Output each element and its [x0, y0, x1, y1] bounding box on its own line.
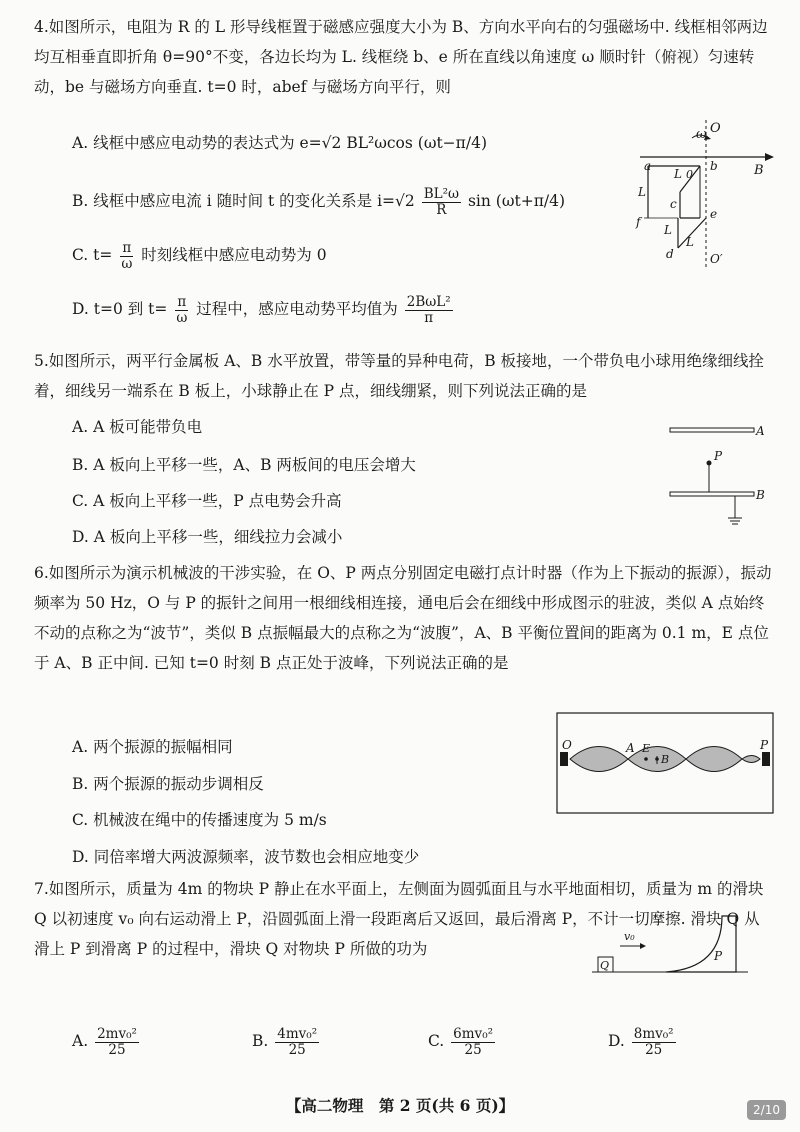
- q7-option-a: A. $\frac{\text{2mv₀²}}{25}$: [72, 1026, 137, 1058]
- q4-fig-f: f: [636, 215, 641, 229]
- q4-option-a-formula: (ωt−π/4): [417, 134, 487, 152]
- q4-option-c: C. t= $\frac{\pi}{\omega}$ 时刻线框中感应电动势为 0: [72, 240, 327, 272]
- q5-fig-p: P: [714, 449, 723, 463]
- q6-fig-e: E: [642, 742, 651, 755]
- q6-option-c: C. 机械波在绳中的传播速度为 5 m/s: [72, 811, 327, 829]
- page-indicator-badge: 2/10: [747, 1100, 786, 1120]
- q5-option-c: C. A 板向上平移一些，P 点电势会升高: [72, 492, 342, 510]
- q4-fig-c: c: [670, 197, 677, 211]
- q7-fig-p: P: [714, 949, 723, 963]
- q4-fig-field-b: B: [754, 163, 764, 178]
- q4-option-b-fraction: $\frac{\text{BL²ω}}{R}$: [423, 186, 460, 218]
- q7-option-b: B. $\frac{\text{4mv₀²}}{25}$: [252, 1026, 318, 1058]
- q4-fig-o-prime: O′: [710, 252, 723, 266]
- q5-fig-b: B: [756, 488, 765, 502]
- q4-fig-d: d: [666, 247, 674, 261]
- question-6-stem: 6.如图所示为演示机械波的干涉实验，在 O、P 两点分别固定电磁打点计时器（作为上下振动的振源），振动频率为 50 Hz，O 与 P 的振针之间用一根细线相连接，通电后会在细线中形成图示的驻波，类似 A 点始终不动的点称之为“波节”，类似 B 点振幅最大的点称之为“波腹”，A、B 平衡位置间的距离为 0.1 m，E 点位于 A、B 正中间. 已知 t=0 时刻 B 点正处于波峰，下列说法正确的是: [34, 564, 772, 672]
- q4-option-b-text: 线框中感应电流 i 随时间 t 的变化关系是 i=√2: [93, 192, 415, 210]
- q4-fig-b: b: [710, 159, 718, 173]
- q5-fig-a: A: [756, 424, 765, 438]
- q6-fig-o: O: [562, 738, 572, 752]
- q4-option-a: A. 线框中感应电动势的表达式为 e=√2 BL²ωcos (ωt−π/4): [72, 134, 487, 152]
- q4-fig-o: O: [710, 121, 721, 136]
- question-7-stem: 7.如图所示，质量为 4m 的物块 P 静止在水平面上，左侧面为圆弧面且与水平地面相切，质量为 m 的滑块 Q 以初速度 v₀ 向右运动滑上 P，沿圆弧面上滑一段距离后又返回，最后滑离 P，不计一切摩擦. 滑块 Q 从滑上 P 到滑离 P 的过程中，滑块 Q 对物块 P 所做的功为: [34, 880, 764, 958]
- q7-fig-v0: v₀: [624, 930, 635, 943]
- q4-fig-l-bottom: L: [664, 223, 672, 237]
- question-5-stem: 5.如图所示，两平行金属板 A、B 水平放置，带等量的异种电荷，B 板接地，一个带负电小球用绝缘细线拴着，细线另一端系在 B 板上，小球静止在 P 点，细线绷紧，则下列说法正确的是: [34, 352, 765, 400]
- q4-figure-frame-diagram: [630, 118, 780, 273]
- q7-option-d: D. $\frac{\text{8mv₀²}}{25}$: [608, 1026, 674, 1058]
- q5-option-b: B. A 板向上平移一些，A、B 两板间的电压会增大: [72, 456, 416, 474]
- q4-fig-l-left: L: [638, 185, 646, 199]
- q4-fig-l-top: L: [674, 167, 682, 181]
- q7-fig-q: Q: [600, 959, 610, 972]
- q5-figure-plates-diagram: [660, 418, 780, 538]
- q4-fig-e: e: [710, 207, 718, 221]
- q5-option-a: A. A 板可能带负电: [72, 418, 203, 436]
- question-4-stem: 4.如图所示，电阻为 R 的 L 形导线框置于磁感应强度大小为 B、方向水平向右的匀强磁场中. 线框相邻两边均互相垂直即折角 θ=90°不变，各边长均为 L. 线框绕 b、e 所在直线以角速度 ω 顺时针（俯视）匀速转动，be 与磁场方向垂直. t=0 时，abef 与磁场方向平行，则: [34, 18, 768, 96]
- q7-option-c: C. $\frac{\text{6mv₀²}}{25}$: [428, 1026, 494, 1058]
- q6-option-b: B. 两个振源的振动步调相反: [72, 775, 264, 793]
- q4-fig-a: a: [644, 159, 652, 173]
- q4-fig-zero: 0: [686, 168, 693, 181]
- page-footer: 【高二物理 第 2 页(共 6 页)】: [285, 1096, 515, 1115]
- q5-option-d: D. A 板向上平移一些，细线拉力会减小: [72, 528, 343, 546]
- q4-fig-omega: ω: [696, 127, 707, 142]
- q4-option-d: D. t=0 到 t= $\frac{\pi}{\omega}$ 过程中，感应电动势平均值为 $\frac{\text{2BωL²}}{\pi}$: [72, 294, 451, 326]
- q6-fig-p: P: [760, 738, 769, 752]
- q6-option-d: D. 同倍率增大两波源频率，波节数也会相应地变少: [72, 848, 420, 866]
- q4-fig-l-right: L: [686, 235, 694, 249]
- q4-option-a-text: 线框中感应电动势的表达式为 e=√2 BL²ωcos: [93, 134, 413, 152]
- q6-option-a: A. 两个振源的振幅相同: [72, 738, 233, 756]
- q6-fig-b: B: [661, 753, 670, 766]
- q4-option-b: B. 线框中感应电流 i 随时间 t 的变化关系是 i=√2 $\frac{\text{BL²ω}}{R}$ sin (ωt+π/4): [72, 186, 566, 218]
- q6-fig-a: A: [626, 741, 635, 755]
- q6-figure-standing-wave: [556, 712, 774, 814]
- q7-figure-ramp: [590, 910, 750, 976]
